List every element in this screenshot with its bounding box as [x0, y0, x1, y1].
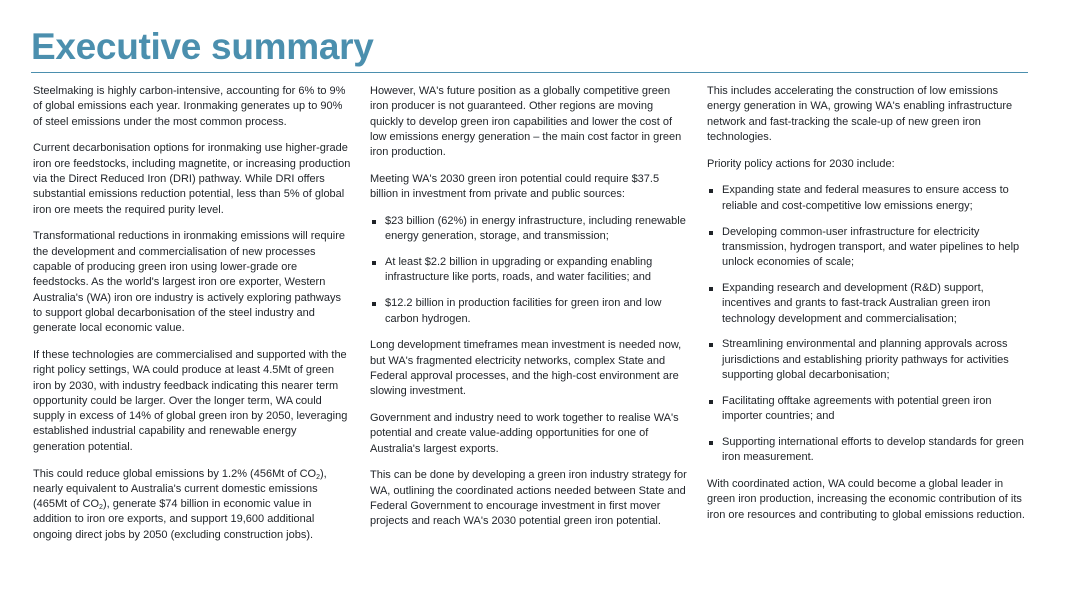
column-1	[33, 84, 351, 555]
paragraph-investment-needed: Meeting WA's 2030 green iron potential could require $37.5 billion in investment from private and public sources:	[370, 172, 660, 201]
list-item: $12.2 billion in production facilities for green iron and low carbon hydrogen.	[370, 296, 688, 327]
paragraph-emissions-reduction	[33, 467, 351, 543]
paragraph-transformational-reductions: Transformational reductions in ironmaking emissions will require the development and commercialisation of new processes capable of producing green iron using lower-grade ore feedstocks. As the world's largest iron ore exporter, Western Australia's (WA) iron ore industry is actively exploring pathways to support global decarbonisation of the steel industry and generate local economic value.	[33, 230, 345, 335]
paragraph-decarbonisation-options: Current decarbonisation options for ironmaking use higher-grade iron ore feedstocks, including magnetite, or increasing production via the Direct Reduced Iron (DRI) pathway. While DRI offers substantial emissions reduction potential, less than 5% of global iron ore meets the required purity level.	[33, 142, 351, 216]
policy-actions-list	[707, 183, 1025, 465]
column-2	[370, 84, 688, 541]
list-item: Expanding state and federal measures to ensure access to reliable and cost-competitive low emissions energy;	[707, 183, 1025, 214]
paragraph-coordinated-action: With coordinated action, WA could become a global leader in green iron production, increasing the economic contribution of its iron ore resources and contributing to global emissions reduction.	[707, 477, 1025, 521]
paragraph-development-timeframes: Long development timeframes mean investment is needed now, but WA's fragmented electricity networks, complex State and Federal approval processes, and the high-cost environment are slowing investment.	[370, 339, 682, 398]
list-item: Developing common-user infrastructure for electricity transmission, hydrogen transport, and water pipelines to help unlock economies of scale;	[707, 225, 1025, 271]
paragraph-accelerating: This includes accelerating the construction of low emissions energy generation in WA, growing WA's enabling infrastructure network and fast-tracking the scale-up of new green iron technologies.	[707, 85, 1013, 143]
list-item: Expanding research and development (R&D) support, incentives and grants to fast-track Australian green iron technology development and commercialisation;	[707, 281, 1025, 327]
subscript: 2	[316, 473, 320, 481]
paragraph-government-industry: Government and industry need to work together to realise WA's potential and create value-adding opportunities for one of Australia's largest exports.	[370, 412, 679, 455]
list-item: Streamlining environmental and planning approvals across jurisdictions and establishing priority pathways for activities supporting global decarbonisation;	[707, 337, 1025, 383]
subscript: 2	[99, 504, 103, 512]
text-segment: ), generate $74 billion in economic value in addition to iron ore exports, and support 19,600 additional ongoing direct jobs by 2050 (excluding construction jobs).	[33, 498, 315, 541]
text-segment: ), nearly equivalent to Australia's current domestic emissions (465Mt of CO	[33, 467, 327, 511]
list-item: Facilitating offtake agreements with potential green iron importer countries; and	[707, 394, 1025, 425]
list-item: Supporting international efforts to develop standards for green iron measurement.	[707, 435, 1025, 466]
column-3	[707, 84, 1025, 534]
list-item: $23 billion (62%) in energy infrastructure, including renewable energy generation, storage, and transmission;	[370, 214, 688, 245]
paragraph-commercialisation: If these technologies are commercialised and supported with the right policy settings, WA could produce at least 4.5Mt of green iron by 2030, with industry feedback indicating this nearer term opportunity could be larger. Over the longer term, WA could supply in excess of 14% of global green iron by 2050, leveraging established industrial capability and renewable energy generation potential.	[33, 348, 348, 453]
title-divider	[31, 72, 1028, 73]
list-item: At least $2.2 billion in upgrading or expanding enabling infrastructure like ports, roads, and water facilities; and	[370, 255, 688, 286]
paragraph-steelmaking: Steelmaking is highly carbon-intensive, accounting for 6% to 9% of global emissions each year. Ironmaking generates up to 90% of steel emissions under the most common process.	[33, 85, 346, 128]
page-title: Executive summary	[31, 26, 374, 67]
paragraph-future-position: However, WA's future position as a globally competitive green iron producer is not guaranteed. Other regions are moving quickly to develop green iron capabilities and lower the cost of low emissions energy generation – the main cost factor in green iron production.	[370, 85, 682, 159]
investment-list	[370, 214, 688, 327]
paragraph-priority-actions: Priority policy actions for 2030 include:	[707, 157, 895, 170]
text-segment: This could reduce global emissions by 1.2% (456Mt of CO	[33, 467, 317, 480]
paragraph-strategy: This can be done by developing a green iron industry strategy for WA, outlining the coordinated actions needed between State and Federal Government to encourage investment in first mover projects and reach WA's 2030 potential green iron potential.	[370, 469, 687, 528]
